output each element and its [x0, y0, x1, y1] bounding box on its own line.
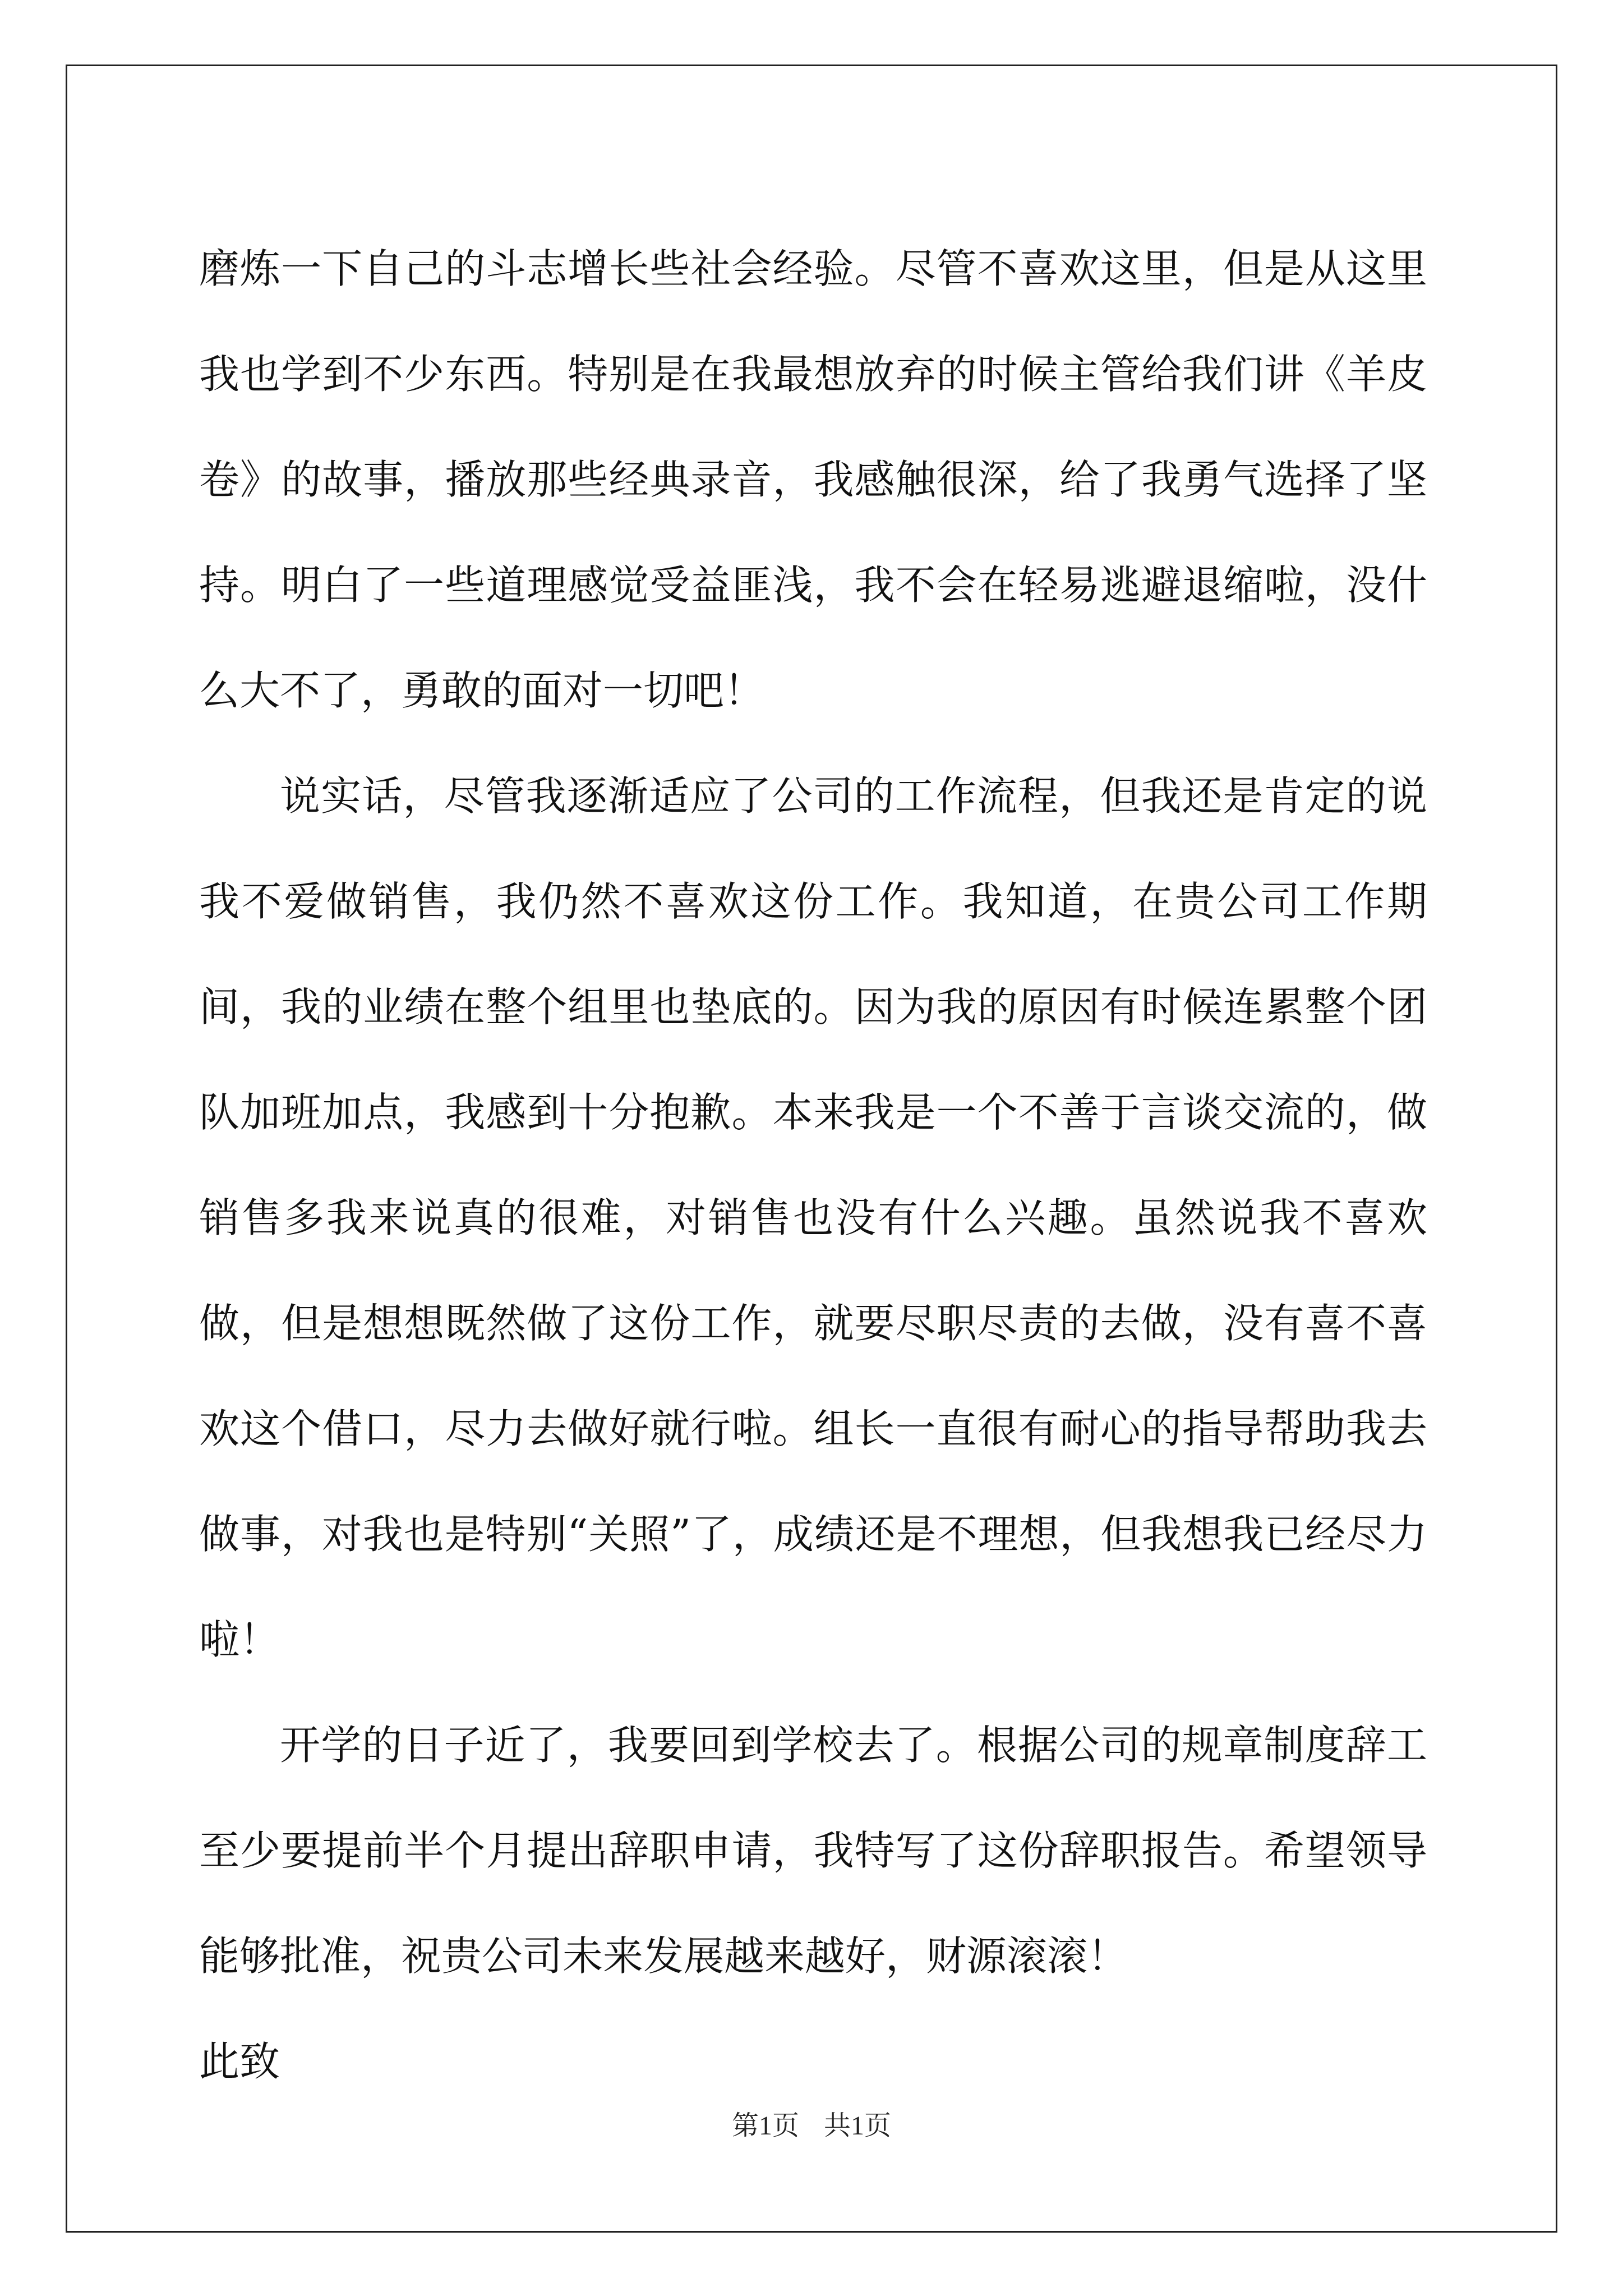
closing-salutation: 此致 [199, 2038, 280, 2085]
document-body [199, 216, 1427, 2114]
page-footer [0, 2109, 1623, 2143]
page-number: 第1页 [731, 2111, 799, 2141]
paragraph-3: 开学的日子近了，我要回到学校去了。根据公司的规章制度辞工至少要提前半个月提出辞职申请，我特写了这份辞职报告。希望领导能够批准，祝贵公司未来发展越来越好，财源滚滚！ [199, 1722, 1427, 1980]
page-total: 共1页 [824, 2111, 892, 2141]
paragraph-2: 说实话，尽管我逐渐适应了公司的工作流程，但我还是肯定的说我不爱做销售，我仍然不喜欢这份工作。我知道，在贵公司工作期间，我的业绩在整个组里也垫底的。因为我的原因有时候连累整个团队加班加点，我感到十分抱歉。本来我是一个不善于言谈交流的，做销售多我来说真的很难，对销售也没有什么兴趣。虽然说我不喜欢做，但是想想既然做了这份工作，就要尽职尽责的去做，没有喜不喜欢这个借口，尽力去做好就行啦。组长一直很有耐心的指导帮助我去做事，对我也是特别“关照”了，成绩还是不理想，但我想我已经尽力啦！ [199, 772, 1427, 1663]
paragraph-1: 磨炼一下自己的斗志增长些社会经验。尽管不喜欢这里，但是从这里我也学到不少东西。特别是在我最想放弃的时候主管给我们讲《羊皮卷》的故事，播放那些经典录音，我感触很深，给了我勇气选择了坚持。明白了一些道理感觉受益匪浅，我不会在轻易逃避退缩啦，没什么大不了，勇敢的面对一切吧！ [199, 245, 1427, 714]
